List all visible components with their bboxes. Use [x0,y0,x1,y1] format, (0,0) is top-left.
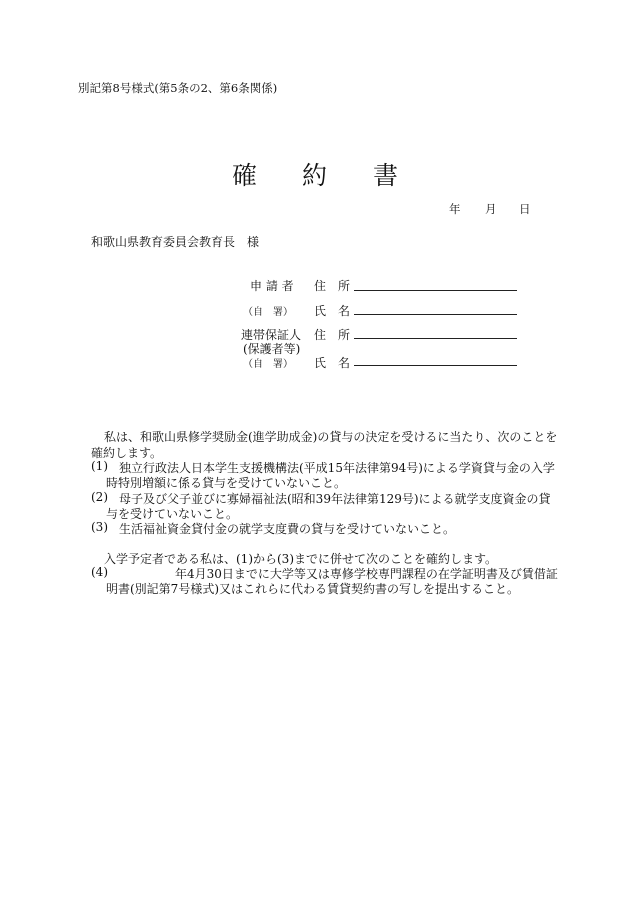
addressee: 和歌山県教育委員会教育長 様 [91,235,260,249]
intro-line-2: 確約します。 [91,446,163,460]
guarantor-self-sign-note: （自 署） [243,359,293,370]
guarantor-address-label: 住 所 [314,328,351,342]
item-2-line-2: 与を受けていないこと。 [106,507,239,521]
date-month-label: 月 [485,202,497,216]
title-char-3: 書 [373,161,399,190]
item-4-number: (4) [91,565,108,579]
applicant-address-label: 住 所 [314,279,351,293]
guarantor-name-line [354,365,517,366]
item-3-number: (3) [91,520,108,534]
item-4-line-1: 年4月30日までに大学等又は専修学校専門課程の在学証明書及び賃借証 [175,567,558,581]
applicant-name-label: 氏 名 [314,304,351,318]
item-1-line-2: 時特別増額に係る貸与を受けていないこと。 [106,476,347,490]
applicant-self-sign-note: （自 署） [243,307,293,318]
intro-line-1: 私は、和歌山県修学奨励金(進学助成金)の貸与の決定を受けるに当たり、次のことを [104,430,558,444]
guarantor-name-label: 氏 名 [314,356,351,370]
guarantor-address-line [354,338,517,339]
applicant-name-line [354,314,517,315]
title-char-2: 約 [302,161,328,190]
date-year-label: 年 [449,202,461,216]
item-1-number: (1) [91,459,108,473]
item-2-line-1: 母子及び父子並びに寡婦福祉法(昭和39年法律第129号)による就学支度資金の貸 [119,492,551,506]
item-3-line-1: 生活福祉資金貸付金の就学支度費の貸与を受けていないこと。 [119,522,456,536]
item-1-line-1: 独立行政法人日本学生支援機構法(平成15年法律第94号)による学資貸与金の入学 [119,461,555,475]
applicant-label: 申 請 者 [250,279,294,293]
pledge-line: 入学予定者である私は、(1)から(3)までに併せて次のことを確約します。 [104,552,498,566]
guarantor-label: 連帯保証人 [241,328,302,342]
guardian-label: (保護者等) [243,342,301,356]
title-char-1: 確 [232,161,258,190]
item-4-line-2: 明書(別記第7号様式)又はこれらに代わる賃貸契約書の写しを提出すること。 [106,582,520,596]
form-reference: 別記第8号様式(第5条の2、第6条関係) [78,81,278,95]
item-2-number: (2) [91,490,108,504]
applicant-address-line [354,290,517,291]
date-day-label: 日 [519,202,531,216]
